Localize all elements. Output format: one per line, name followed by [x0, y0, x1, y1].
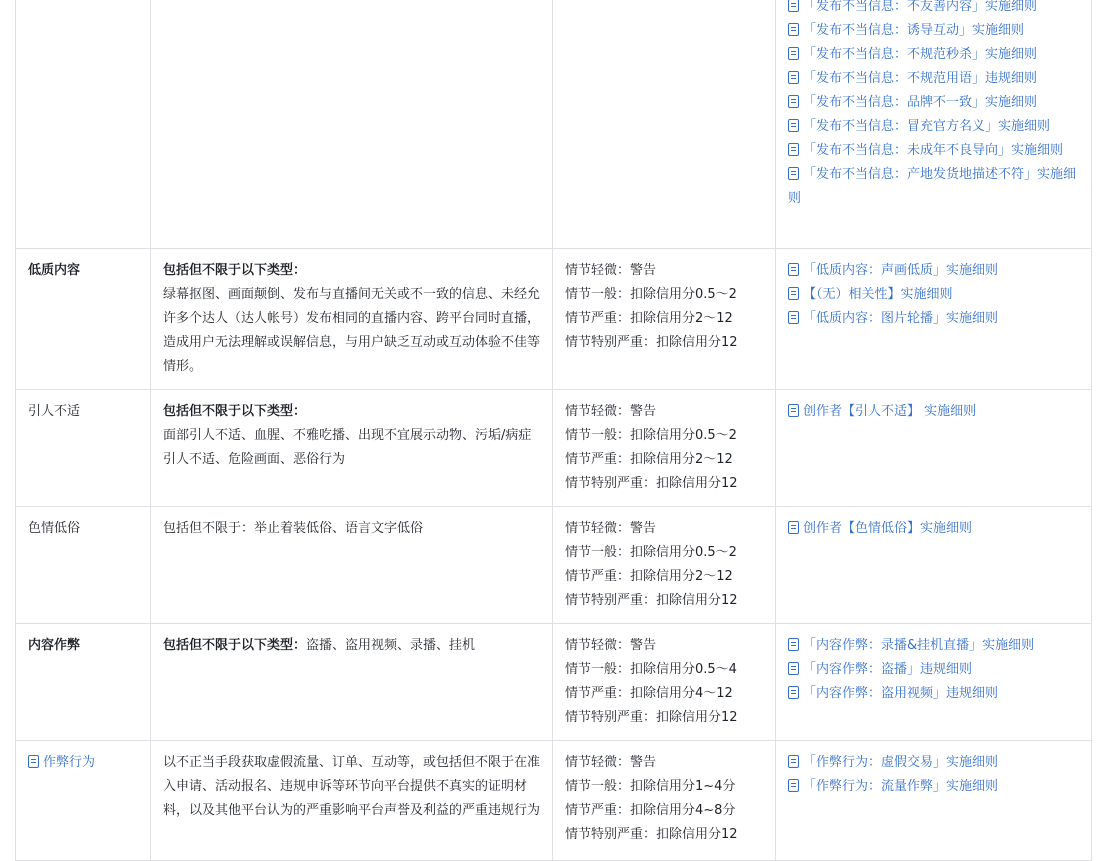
document-icon: [788, 521, 799, 534]
document-icon: [788, 167, 799, 180]
document-icon: [788, 311, 799, 324]
description-cell: [151, 507, 553, 624]
category-cell: [16, 507, 151, 624]
rule-detail-link[interactable]: [788, 283, 1079, 307]
rule-detail-link[interactable]: [788, 67, 1079, 91]
rule-detail-link-text: 「作弊行为：流量作弊」实施细则: [803, 779, 999, 794]
penalty-level: 情节一般：扣除信用分0.5～4: [565, 662, 737, 677]
penalty-level: 情节轻微：警告: [565, 638, 657, 653]
description-text: 包括但不限于：举止着装低俗、语言文字低俗: [163, 521, 424, 536]
rule-detail-link-text: 创作者【色情低俗】实施细则: [803, 521, 973, 536]
rule-detail-link[interactable]: [788, 751, 1079, 775]
rule-detail-link-text: 【（无）相关性】实施细则: [803, 287, 953, 302]
penalty-level: 情节一般：扣除信用分0.5～2: [565, 545, 737, 560]
rule-detail-link[interactable]: [788, 19, 1079, 43]
penalty-cell: [553, 390, 776, 507]
category-cell: [16, 624, 151, 741]
document-icon: [788, 287, 799, 300]
category-label: 引人不适: [28, 404, 81, 419]
penalty-cell: [553, 249, 776, 390]
rule-detail-link-text: 「发布不当信息：诱导互动」实施细则: [803, 23, 1025, 38]
rule-detail-link-text: 「发布不当信息：未成年不良导向」实施细则: [803, 143, 1064, 158]
rule-detail-link-text: 「发布不当信息：冒充官方名义」实施细则: [803, 119, 1051, 134]
description-cell: [151, 0, 553, 249]
rules-link-cell: [776, 741, 1092, 861]
penalty-level: 情节轻微：警告: [565, 755, 657, 770]
penalty-level: 情节严重：扣除信用分4～12: [565, 686, 733, 701]
document-icon: [788, 143, 799, 156]
document-icon: [788, 0, 799, 12]
rule-detail-link-text: 「发布不当信息：不规范秒杀」实施细则: [803, 47, 1038, 62]
penalty-level: 情节严重：扣除信用分4~8分: [565, 803, 736, 818]
rule-detail-link-text: 「内容作弊：盗播」违规细则: [803, 662, 973, 677]
rule-detail-link-text: 「内容作弊：盗用视频」违规细则: [803, 686, 999, 701]
table-row: [16, 390, 1092, 507]
rule-detail-link[interactable]: [788, 139, 1079, 163]
penalty-level: 情节严重：扣除信用分2～12: [565, 311, 733, 326]
document-icon: [28, 755, 39, 768]
category-label: 色情低俗: [28, 521, 81, 536]
table-row: [16, 0, 1092, 249]
description-cell: [151, 390, 553, 507]
category-cell: [16, 741, 151, 861]
document-icon: [788, 71, 799, 84]
category-cell: [16, 0, 151, 249]
rule-detail-link[interactable]: [788, 775, 1079, 799]
description-text: 以不正当手段获取虚假流量、订单、互动等，或包括但不限于在准入申请、活动报名、违规申诉等环节向平台提供不真实的证明材料，以及其他平台认为的严重影响平台声誉及利益的严重违规行为: [163, 755, 541, 818]
description-prefix: 包括但不限于以下类型：: [163, 404, 307, 419]
table-row: [16, 624, 1092, 741]
document-icon: [788, 95, 799, 108]
penalty-level: 情节特别严重：扣除信用分12: [565, 476, 738, 491]
description-text: 面部引人不适、血腥、不雅吃播、出现不宜展示动物、污垢/病症引人不适、危险画面、恶俗行为: [163, 428, 532, 467]
penalty-level: 情节一般：扣除信用分0.5～2: [565, 428, 737, 443]
category-label: 内容作弊: [28, 638, 81, 653]
rule-detail-link[interactable]: [788, 400, 1079, 424]
penalty-level: 情节特别严重：扣除信用分12: [565, 335, 738, 350]
rule-detail-link[interactable]: [788, 115, 1079, 139]
rule-detail-link[interactable]: [788, 91, 1079, 115]
rules-link-cell: [776, 624, 1092, 741]
penalty-level: 情节严重：扣除信用分2～12: [565, 569, 733, 584]
description-text: 盗播、盗用视频、录播、挂机: [306, 638, 476, 653]
rules-link-cell: [776, 0, 1092, 249]
penalty-level: 情节一般：扣除信用分1~4分: [565, 779, 736, 794]
description-cell: [151, 249, 553, 390]
document-icon: [788, 263, 799, 276]
category-cell: [16, 249, 151, 390]
penalty-level: 情节轻微：警告: [565, 521, 657, 536]
rule-detail-link-text: 「发布不当信息：不友善内容」实施细则: [803, 0, 1038, 14]
rule-detail-link-text: 「低质内容：图片轮播」实施细则: [803, 311, 999, 326]
rule-detail-link-text: 「低质内容：声画低质」实施细则: [803, 263, 999, 278]
description-cell: [151, 624, 553, 741]
rules-link-cell: [776, 249, 1092, 390]
document-icon: [788, 686, 799, 699]
rule-detail-link[interactable]: [788, 163, 1079, 211]
category-link[interactable]: 作弊行为: [43, 755, 96, 770]
description-cell: [151, 741, 553, 861]
table-row: [16, 507, 1092, 624]
rule-detail-link-text: 「发布不当信息：品牌不一致」实施细则: [803, 95, 1038, 110]
category-label: 低质内容: [28, 263, 81, 278]
rule-detail-link-text: 「内容作弊：录播&挂机直播」实施细则: [803, 638, 1035, 653]
penalty-level: 情节特别严重：扣除信用分12: [565, 710, 738, 725]
document-icon: [788, 638, 799, 651]
rule-detail-link-text: 「发布不当信息：产地发货地描述不符」实施细则: [788, 167, 1077, 206]
penalty-cell: [553, 0, 776, 249]
rules-link-cell: [776, 390, 1092, 507]
rule-detail-link-text: 「作弊行为：虚假交易」实施细则: [803, 755, 999, 770]
penalty-level: 情节轻微：警告: [565, 263, 657, 278]
rules-table-body: [16, 0, 1092, 861]
rule-detail-link[interactable]: [788, 682, 1079, 706]
table-row: [16, 741, 1092, 861]
document-icon: [788, 119, 799, 132]
rule-detail-link-text: 创作者【引人不适】 实施细则: [803, 404, 977, 419]
penalty-cell: [553, 624, 776, 741]
rule-detail-link[interactable]: [788, 517, 1079, 541]
document-icon: [788, 23, 799, 36]
rule-detail-link-text: 「发布不当信息：不规范用语」违规细则: [803, 71, 1038, 86]
rule-detail-link[interactable]: [788, 0, 1079, 19]
rule-detail-link[interactable]: [788, 634, 1079, 658]
penalty-level: 情节一般：扣除信用分0.5～2: [565, 287, 737, 302]
rules-table: [15, 0, 1092, 861]
document-icon: [788, 662, 799, 675]
penalty-level: 情节严重：扣除信用分2～12: [565, 452, 733, 467]
rule-detail-link[interactable]: [788, 43, 1079, 67]
penalty-level: 情节特别严重：扣除信用分12: [565, 827, 738, 842]
description-prefix: 包括但不限于以下类型：: [163, 263, 307, 278]
penalty-level: 情节特别严重：扣除信用分12: [565, 593, 738, 608]
rule-detail-link[interactable]: [788, 307, 1079, 331]
penalty-cell: [553, 507, 776, 624]
rules-link-cell: [776, 507, 1092, 624]
table-row: [16, 249, 1092, 390]
category-cell: [16, 390, 151, 507]
document-icon: [788, 755, 799, 768]
penalty-cell: [553, 741, 776, 861]
description-text: 绿幕抠图、画面颠倒、发布与直播间无关或不一致的信息、未经允许多个达人（达人帐号）发布相同的直播内容、跨平台同时直播，造成用户无法理解或误解信息，与用户缺乏互动或互动体验不佳等情形。: [163, 287, 541, 374]
document-icon: [788, 779, 799, 792]
description-prefix: 包括但不限于以下类型：: [163, 638, 307, 653]
rule-detail-link[interactable]: [788, 259, 1079, 283]
document-icon: [788, 404, 799, 417]
penalty-level: 情节轻微：警告: [565, 404, 657, 419]
rule-detail-link[interactable]: [788, 658, 1079, 682]
document-icon: [788, 47, 799, 60]
